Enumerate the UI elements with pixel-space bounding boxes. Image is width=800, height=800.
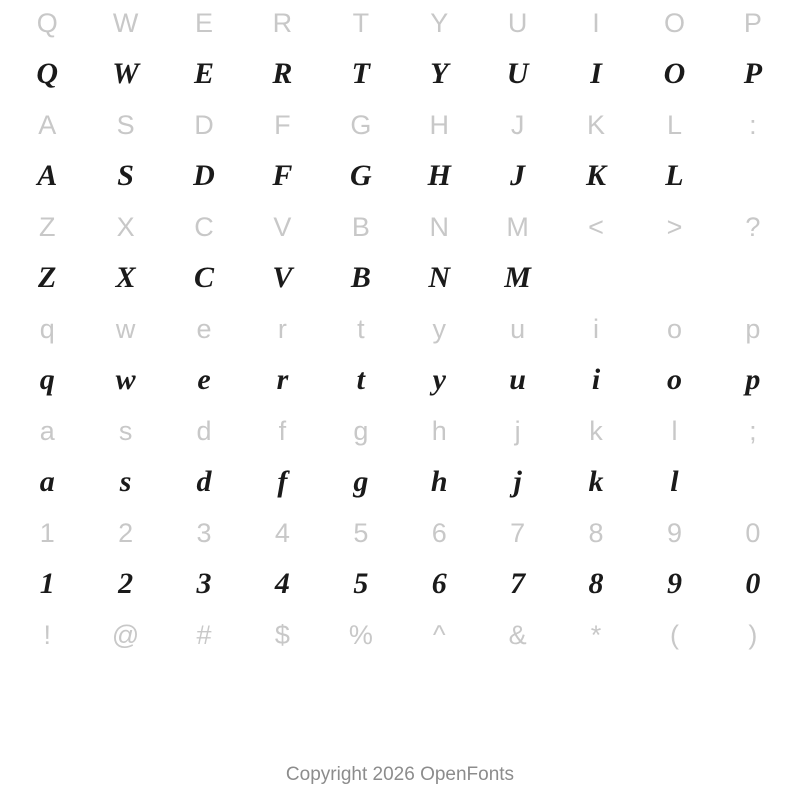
glyph-sample: 0 [745,567,761,600]
glyph-sample [400,658,478,714]
glyph-sample: 7 [510,567,526,600]
key-label: M [506,212,529,242]
glyph-sample: j [513,465,522,498]
glyph-sample: f [277,465,288,498]
glyph-sample: Z [38,261,57,294]
key-label: d [196,416,212,446]
key-label: 4 [274,518,290,548]
key-label: ( [669,620,679,650]
glyph-sample: S [117,159,134,192]
glyph-sample: 3 [196,567,212,600]
key-row [0,612,800,658]
glyph-sample: i [591,363,601,396]
key-label: * [590,620,602,650]
glyph-sample: p [745,363,761,396]
glyph-sample [714,250,792,306]
glyph-sample: 9 [666,567,682,600]
key-label: ! [43,620,51,650]
key-label: A [38,110,57,140]
glyph-sample: l [670,465,679,498]
key-label: O [663,8,685,38]
key-row [0,0,800,46]
key-label: i [593,314,600,344]
key-label: P [743,8,762,38]
glyph-sample: Q [36,57,59,90]
key-label: L [666,110,682,140]
key-label: Z [38,212,56,242]
key-label: D [194,110,214,140]
key-label: E [195,8,214,38]
key-label: 5 [353,518,369,548]
key-row [0,204,800,250]
glyph-sample: 1 [39,567,55,600]
key-label: 0 [745,518,761,548]
glyph-row [0,454,800,510]
key-label: @ [111,620,140,650]
key-label: H [429,110,449,140]
key-label: w [115,314,136,344]
glyph-sample: T [351,57,370,90]
glyph-sample: L [665,159,684,192]
glyph-sample: 2 [118,567,134,600]
key-label: $ [274,620,290,650]
key-label: V [273,212,292,242]
glyph-sample [635,658,713,714]
key-row [0,510,800,556]
key-label: 2 [118,518,134,548]
key-label: 6 [431,518,447,548]
key-label: % [348,620,373,650]
key-label: S [116,110,135,140]
glyph-row [0,250,800,306]
key-label: p [745,314,761,344]
glyph-sample [714,454,792,510]
key-label: ; [749,416,757,446]
glyph-row [0,556,800,612]
glyph-sample: 6 [431,567,447,600]
glyph-sample: o [666,363,682,396]
glyph-sample: M [504,261,531,294]
key-label: N [429,212,449,242]
glyph-sample: O [663,57,686,90]
key-label: t [357,314,365,344]
key-label: a [39,416,55,446]
glyph-sample: U [506,57,529,90]
key-label: o [666,314,682,344]
glyph-sample: X [115,261,136,294]
glyph-sample: J [510,159,526,192]
key-label: e [196,314,212,344]
key-label: I [592,8,600,38]
glyph-sample: H [427,159,451,192]
key-row [0,408,800,454]
glyph-sample [243,658,321,714]
glyph-row [0,46,800,102]
key-label: B [351,212,370,242]
key-label: F [274,110,291,140]
key-label: 3 [196,518,212,548]
glyph-sample: Y [430,57,449,90]
key-label: ? [745,212,761,242]
key-label: f [278,416,287,446]
glyph-sample: e [197,363,211,396]
glyph-sample: R [272,57,293,90]
glyph-sample [714,658,792,714]
key-label: h [431,416,447,446]
glyph-sample: E [194,57,215,90]
glyph-sample: k [588,465,604,498]
key-label: R [272,8,293,38]
glyph-sample [557,250,635,306]
glyph-sample: N [428,261,451,294]
key-label: l [671,416,678,446]
key-row [0,102,800,148]
key-label: 1 [39,518,55,548]
key-label: C [194,212,214,242]
key-label: k [589,416,603,446]
key-label: > [666,212,683,242]
glyph-sample: q [39,363,55,396]
glyph-row [0,658,800,714]
key-label: X [116,212,135,242]
glyph-sample: I [590,57,602,90]
key-label: ^ [432,620,446,650]
glyph-sample: 8 [588,567,604,600]
glyph-sample: G [349,159,372,192]
glyph-sample: g [353,465,369,498]
key-label: g [353,416,369,446]
key-label: # [196,620,212,650]
key-label: J [510,110,525,140]
key-label: K [587,110,606,140]
glyph-sample: s [119,465,132,498]
key-label: 9 [666,518,682,548]
glyph-sample: u [509,363,526,396]
glyph-sample: K [586,159,607,192]
glyph-sample: y [432,363,446,396]
glyph-sample: t [356,363,365,396]
glyph-sample: B [350,261,371,294]
glyph-sample: C [194,261,215,294]
glyph-sample: A [37,159,58,192]
glyph-sample [322,658,400,714]
glyph-sample: w [115,363,136,396]
key-label: y [432,314,446,344]
glyph-sample [714,148,792,204]
key-row [0,306,800,352]
glyph-sample: W [112,57,139,90]
key-label: T [352,8,370,38]
glyph-sample [86,658,164,714]
glyph-sample: a [39,465,55,498]
glyph-sample: h [430,465,448,498]
key-label: Y [430,8,449,38]
key-label: & [508,620,527,650]
glyph-sample: 5 [353,567,369,600]
copyright-notice: Copyright 2026 OpenFonts [285,764,515,785]
key-label: 8 [588,518,604,548]
key-label: W [112,8,139,38]
glyph-sample: P [743,57,763,90]
key-label: u [510,314,526,344]
glyph-sample [165,658,243,714]
key-label: s [118,416,133,446]
glyph-sample: d [196,465,212,498]
glyph-sample: r [276,363,289,396]
key-label: Q [36,8,58,38]
key-label: j [514,416,521,446]
glyph-sample [635,250,713,306]
key-label: < [588,212,604,242]
glyph-sample: V [272,261,293,294]
glyph-row [0,352,800,408]
key-label: 7 [510,518,526,548]
key-label: G [350,110,372,140]
glyph-row [0,148,800,204]
glyph-sample [478,658,556,714]
glyph-sample: F [272,159,293,192]
key-label: r [277,314,287,344]
key-label: ) [748,620,758,650]
key-label: q [39,314,55,344]
key-label: U [507,8,528,38]
glyph-sample [8,658,86,714]
glyph-sample: 4 [274,567,290,600]
glyph-sample [557,658,635,714]
glyph-sample: D [193,159,215,192]
key-label: : [749,110,757,140]
